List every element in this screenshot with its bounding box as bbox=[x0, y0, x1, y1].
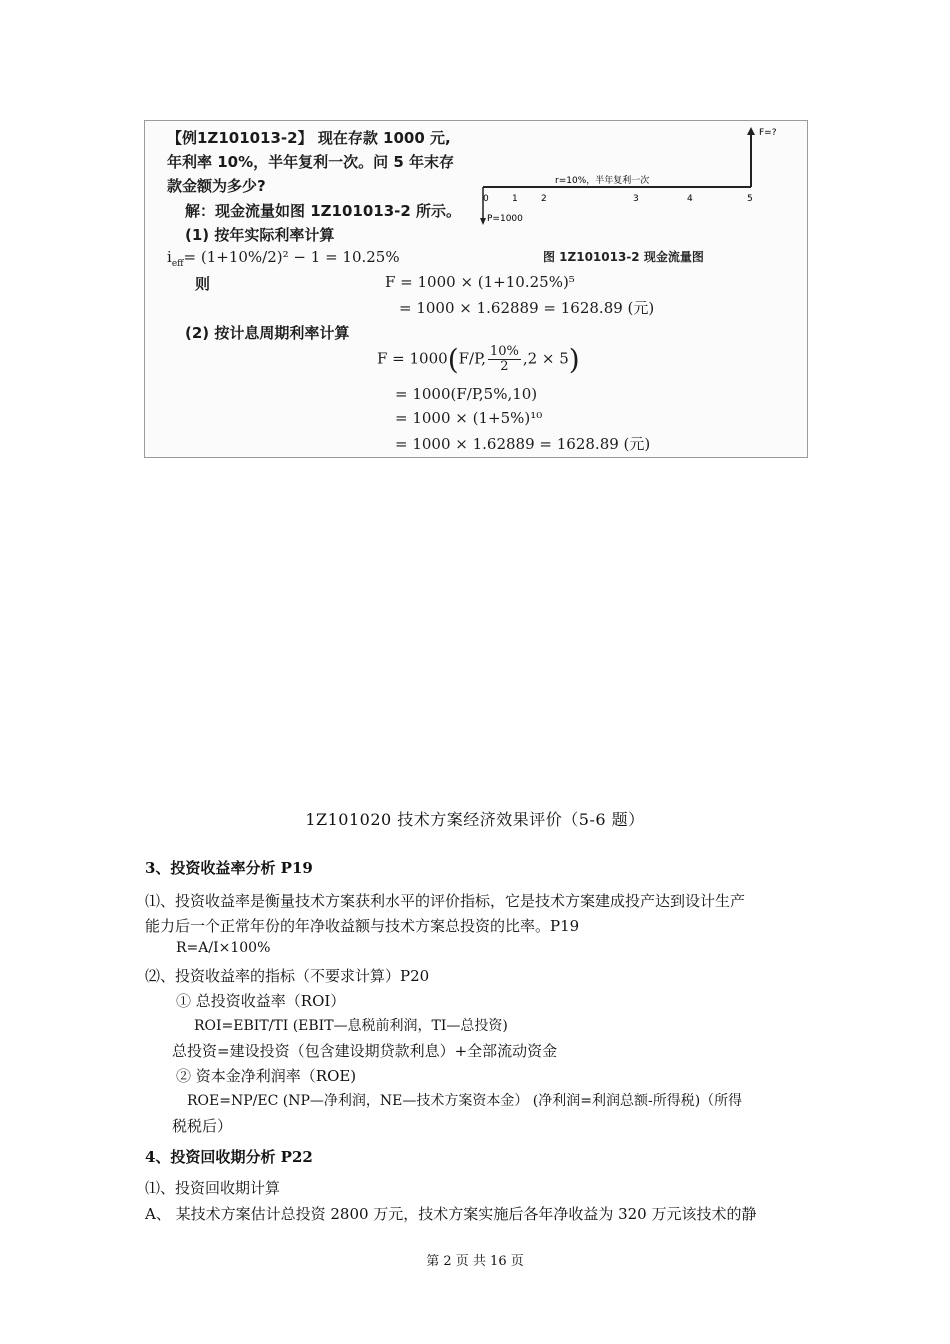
formula: R=A/I×100% bbox=[176, 940, 271, 956]
example-formula: F = 1000 × (1+10.25%)⁵ bbox=[385, 273, 575, 291]
example-image bbox=[144, 120, 808, 458]
paragraph: A、 某技术方案估计总投资 2800 万元，技术方案实施后各年净收益为 320 万元该技术的静 bbox=[145, 1205, 757, 1223]
list-item: ② 资本金净利润率（ROE) bbox=[176, 1067, 357, 1085]
list-item: ① 总投资收益率（ROI） bbox=[176, 992, 346, 1010]
formula: ROI=EBIT/TI (EBIT—息税前利润，TI—总投资) bbox=[194, 1018, 508, 1034]
tick-label: 1 bbox=[512, 194, 518, 204]
paragraph: ⑵、投资收益率的指标（不要求计算）P20 bbox=[145, 967, 430, 985]
heading-3: 3、投资收益率分析 P19 bbox=[145, 859, 313, 877]
example-line: (1) 按年实际利率计算 bbox=[185, 226, 335, 244]
heading-4: 4、投资回收期分析 P22 bbox=[145, 1148, 313, 1166]
rate-label: r=10%，半年复利一次 bbox=[555, 176, 650, 186]
tick-label: 4 bbox=[687, 194, 693, 204]
example-formula: = 1000(F/P,5%,10) bbox=[395, 385, 538, 403]
paragraph: ⑴、投资收益率是衡量技术方案获利水平的评价指标，它是技术方案建成投产达到设计生产 bbox=[145, 892, 746, 910]
paragraph: 总投资=建设投资（包含建设期贷款利息）+全部流动资金 bbox=[172, 1042, 558, 1060]
example-line: 则 bbox=[195, 275, 211, 293]
paragraph: 税税后） bbox=[172, 1117, 233, 1135]
formula: ROE=NP/EC (NP—净利润，NE—技术方案资本金） (净利润=利润总额-所得税)（所得 bbox=[187, 1093, 743, 1109]
page-footer: 第 2 页 共 16 页 bbox=[426, 1254, 524, 1269]
diagram-caption: 图 1Z101013-2 现金流量图 bbox=[543, 250, 704, 264]
example-formula: = 1000 × 1.62889 = 1628.89 (元) bbox=[395, 435, 651, 453]
example-title: 【例1Z101013-2】 现在存款 1000 元, bbox=[167, 129, 451, 147]
example-formula: $i_{eff}= (1+10\%/2)^2 - 1 = 10.25\%$ bbox=[167, 248, 400, 269]
f-label: F=? bbox=[759, 128, 777, 138]
paragraph: ⑴、投资回收期计算 bbox=[145, 1179, 281, 1197]
example-formula: = 1000 × (1+5%)¹⁰ bbox=[395, 409, 543, 427]
tick-label: 2 bbox=[541, 194, 547, 204]
paragraph: 能力后一个正常年份的年净收益额与技术方案总投资的比率。P19 bbox=[145, 917, 580, 935]
cash-flow-diagram bbox=[475, 125, 795, 235]
example-formula: F = 1000(F/P, $\frac{10\%}{2}$ ,2 × 5) bbox=[377, 343, 580, 376]
example-line: (2) 按计息周期利率计算 bbox=[185, 324, 350, 342]
section-title: 1Z101020 技术方案经济效果评价（5-6 题） bbox=[305, 810, 645, 829]
p-label: P=1000 bbox=[487, 214, 523, 224]
example-line: 年利率 10%，半年复利一次。问 5 年末存 bbox=[167, 153, 455, 171]
example-line: 款金额为多少? bbox=[167, 177, 266, 195]
tick-label: 3 bbox=[633, 194, 639, 204]
tick-label: 0 bbox=[483, 194, 489, 204]
example-line: 解：现金流量如图 1Z101013-2 所示。 bbox=[185, 202, 462, 220]
example-formula: = 1000 × 1.62889 = 1628.89 (元) bbox=[399, 299, 655, 317]
tick-label: 5 bbox=[747, 194, 753, 204]
